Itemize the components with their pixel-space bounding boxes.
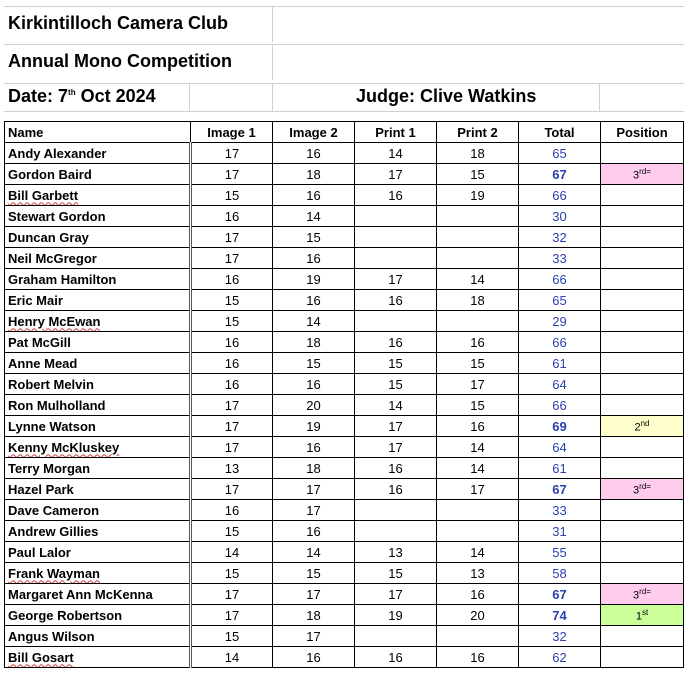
header-competition-row xyxy=(4,44,684,80)
cell-position xyxy=(601,500,684,521)
table-row xyxy=(5,290,684,311)
cell-image2: 16 xyxy=(273,374,355,395)
cell-image1: 17 xyxy=(191,437,273,458)
cell-name xyxy=(5,374,191,395)
cell-total: 29 xyxy=(519,311,601,332)
cell-name xyxy=(5,521,191,542)
cell-image2: 18 xyxy=(273,332,355,353)
cell-print1 xyxy=(355,206,437,227)
cell-image1: 15 xyxy=(191,290,273,311)
cell-print2: 18 xyxy=(437,143,519,164)
header-cell xyxy=(272,45,273,80)
cell-position xyxy=(601,374,684,395)
cell-print1: 14 xyxy=(355,143,437,164)
cell-image2: 17 xyxy=(273,584,355,605)
club-title: Kirkintilloch Camera Club xyxy=(8,13,229,33)
cell-name xyxy=(5,458,191,479)
header-cell xyxy=(272,7,273,42)
cell-print2: 16 xyxy=(437,416,519,437)
cell-position xyxy=(601,437,684,458)
cell-image1: 17 xyxy=(191,584,273,605)
cell-print2: 18 xyxy=(437,290,519,311)
cell-image1: 13 xyxy=(191,458,273,479)
cell-name xyxy=(5,605,191,626)
table-row xyxy=(5,416,684,437)
table-row xyxy=(5,542,684,563)
cell-print2: 14 xyxy=(437,458,519,479)
cell-name xyxy=(5,500,191,521)
cell-image2: 16 xyxy=(273,248,355,269)
competitor-name: George Robertson xyxy=(8,607,123,623)
cell-print2: 17 xyxy=(437,479,519,500)
cell-image1: 17 xyxy=(191,227,273,248)
cell-position xyxy=(601,227,684,248)
column-header-image1: Image 1 xyxy=(191,122,273,143)
competitor-name: Gordon Baird xyxy=(8,166,92,182)
cell-print1: 17 xyxy=(355,416,437,437)
cell-print2 xyxy=(437,500,519,521)
cell-position: $3^{rd=}$ xyxy=(601,164,684,185)
cell-print1: 16 xyxy=(355,185,437,206)
column-header-position: Position xyxy=(601,122,684,143)
cell-position xyxy=(601,458,684,479)
cell-total: 33 xyxy=(519,248,601,269)
cell-image1: 15 xyxy=(191,626,273,647)
table-row xyxy=(5,500,684,521)
header-cell xyxy=(599,84,600,112)
cell-print2: 15 xyxy=(437,353,519,374)
cell-name xyxy=(5,185,191,206)
cell-name xyxy=(5,227,191,248)
cell-print1 xyxy=(355,248,437,269)
table-row xyxy=(5,626,684,647)
table-row xyxy=(5,374,684,395)
competitor-name: Neil McGregor xyxy=(8,250,97,266)
cell-total: 65 xyxy=(519,143,601,164)
table-row xyxy=(5,248,684,269)
cell-total: 67 xyxy=(519,584,601,605)
competitor-name: Terry Morgan xyxy=(8,460,91,476)
cell-print2 xyxy=(437,248,519,269)
table-row xyxy=(5,458,684,479)
cell-image1: 17 xyxy=(191,143,273,164)
cell-position xyxy=(601,626,684,647)
cell-print2 xyxy=(437,626,519,647)
table-row xyxy=(5,269,684,290)
cell-name xyxy=(5,353,191,374)
cell-image1: 16 xyxy=(191,269,273,290)
cell-image2: 15 xyxy=(273,353,355,374)
cell-total: 30 xyxy=(519,206,601,227)
cell-position xyxy=(601,332,684,353)
competition-title: Annual Mono Competition xyxy=(8,51,232,71)
header-divider xyxy=(4,111,684,112)
cell-image1: 15 xyxy=(191,521,273,542)
cell-image2: 14 xyxy=(273,311,355,332)
column-header-print2: Print 2 xyxy=(437,122,519,143)
cell-print1 xyxy=(355,227,437,248)
cell-position xyxy=(601,521,684,542)
cell-print2: 15 xyxy=(437,164,519,185)
cell-image2: 16 xyxy=(273,290,355,311)
cell-total: 33 xyxy=(519,500,601,521)
cell-total: 66 xyxy=(519,332,601,353)
table-row xyxy=(5,353,684,374)
cell-image2: 19 xyxy=(273,269,355,290)
cell-image1: 15 xyxy=(191,563,273,584)
cell-print1: 17 xyxy=(355,584,437,605)
competitor-name: Duncan Gray xyxy=(8,229,89,245)
column-header-print1: Print 1 xyxy=(355,122,437,143)
cell-print1: 17 xyxy=(355,437,437,458)
header-cell xyxy=(189,84,190,112)
cell-total: 66 xyxy=(519,269,601,290)
cell-position xyxy=(601,269,684,290)
cell-print2 xyxy=(437,521,519,542)
cell-print2: 13 xyxy=(437,563,519,584)
cell-total: 69 xyxy=(519,416,601,437)
results-table xyxy=(4,121,684,668)
cell-image2: 18 xyxy=(273,164,355,185)
cell-image2: 15 xyxy=(273,563,355,584)
cell-name xyxy=(5,206,191,227)
cell-name xyxy=(5,290,191,311)
cell-print1: 16 xyxy=(355,479,437,500)
cell-name xyxy=(5,332,191,353)
cell-total: 65 xyxy=(519,290,601,311)
cell-print1: 16 xyxy=(355,458,437,479)
cell-position xyxy=(601,563,684,584)
cell-total: 31 xyxy=(519,521,601,542)
cell-print2: 16 xyxy=(437,584,519,605)
cell-image2: 14 xyxy=(273,206,355,227)
competitor-name: Andy Alexander xyxy=(8,145,107,161)
cell-print1: 15 xyxy=(355,563,437,584)
cell-print2 xyxy=(437,206,519,227)
cell-position xyxy=(601,542,684,563)
cell-name xyxy=(5,164,191,185)
table-row xyxy=(5,584,684,605)
table-row xyxy=(5,395,684,416)
cell-total: 32 xyxy=(519,626,601,647)
column-header-image2: Image 2 xyxy=(273,122,355,143)
competitor-name: Margaret Ann McKenna xyxy=(8,586,153,602)
cell-position: 1st xyxy=(601,605,684,626)
cell-total: 67 xyxy=(519,479,601,500)
table-row xyxy=(5,521,684,542)
cell-total: 61 xyxy=(519,458,601,479)
cell-position xyxy=(601,206,684,227)
cell-image2: 17 xyxy=(273,626,355,647)
cell-image1: 16 xyxy=(191,206,273,227)
header-cell xyxy=(272,84,273,112)
cell-position: 2nd xyxy=(601,416,684,437)
cell-image1: 15 xyxy=(191,311,273,332)
cell-name xyxy=(5,248,191,269)
table-row xyxy=(5,563,684,584)
cell-position xyxy=(601,395,684,416)
cell-image1: 17 xyxy=(191,605,273,626)
cell-print1: 15 xyxy=(355,374,437,395)
competitor-name: Bill Garbett xyxy=(8,187,79,203)
cell-image2: 18 xyxy=(273,458,355,479)
table-row xyxy=(5,227,684,248)
competitor-name: Kenny McKluskey xyxy=(8,439,120,455)
competitor-name: Ron Mulholland xyxy=(8,397,106,413)
column-header-total: Total xyxy=(519,122,601,143)
competitor-name: Anne Mead xyxy=(8,355,78,371)
cell-name xyxy=(5,479,191,500)
cell-total: 32 xyxy=(519,227,601,248)
cell-name xyxy=(5,542,191,563)
cell-position xyxy=(601,311,684,332)
cell-print1: 17 xyxy=(355,269,437,290)
competitor-name: Paul Lalor xyxy=(8,544,71,560)
cell-image2: 17 xyxy=(273,479,355,500)
header-date-row xyxy=(4,83,684,112)
cell-print1: 13 xyxy=(355,542,437,563)
cell-name xyxy=(5,143,191,164)
cell-print1 xyxy=(355,521,437,542)
cell-image2: 15 xyxy=(273,227,355,248)
table-row xyxy=(5,206,684,227)
cell-name xyxy=(5,311,191,332)
cell-image2: 17 xyxy=(273,500,355,521)
cell-total: 64 xyxy=(519,374,601,395)
cell-print1 xyxy=(355,311,437,332)
cell-image1: 16 xyxy=(191,374,273,395)
cell-print2 xyxy=(437,227,519,248)
cell-image2: 18 xyxy=(273,605,355,626)
cell-image2: 16 xyxy=(273,647,355,668)
cell-position xyxy=(601,647,684,668)
cell-print1: 14 xyxy=(355,395,437,416)
table-row xyxy=(5,185,684,206)
competitor-name: Andrew Gillies xyxy=(8,523,99,539)
cell-print2: 14 xyxy=(437,437,519,458)
cell-print2: 14 xyxy=(437,269,519,290)
cell-name xyxy=(5,416,191,437)
judge-label: Judge: Clive Watkins xyxy=(356,86,537,106)
cell-print1 xyxy=(355,626,437,647)
cell-total: 67 xyxy=(519,164,601,185)
table-row xyxy=(5,437,684,458)
cell-print2: 20 xyxy=(437,605,519,626)
competitor-name: Eric Mair xyxy=(8,292,63,308)
cell-total: 61 xyxy=(519,353,601,374)
cell-name xyxy=(5,395,191,416)
competitor-name: Lynne Watson xyxy=(8,418,96,434)
cell-print2: 15 xyxy=(437,395,519,416)
cell-print2 xyxy=(437,311,519,332)
cell-image2: 16 xyxy=(273,185,355,206)
table-row xyxy=(5,311,684,332)
cell-print1: 19 xyxy=(355,605,437,626)
table-row xyxy=(5,647,684,668)
cell-image2: 14 xyxy=(273,542,355,563)
cell-image2: 16 xyxy=(273,521,355,542)
cell-print2: 19 xyxy=(437,185,519,206)
cell-print2: 16 xyxy=(437,332,519,353)
cell-image2: 16 xyxy=(273,143,355,164)
cell-print2: 14 xyxy=(437,542,519,563)
table-row xyxy=(5,164,684,185)
competitor-name: Henry McEwan xyxy=(8,313,101,329)
table-row xyxy=(5,143,684,164)
cell-name xyxy=(5,437,191,458)
cell-image1: 17 xyxy=(191,248,273,269)
cell-name xyxy=(5,626,191,647)
cell-image1: 17 xyxy=(191,164,273,185)
cell-name xyxy=(5,563,191,584)
cell-name xyxy=(5,647,191,668)
cell-image1: 17 xyxy=(191,416,273,437)
cell-total: 58 xyxy=(519,563,601,584)
cell-total: 66 xyxy=(519,185,601,206)
cell-image1: 17 xyxy=(191,395,273,416)
cell-image2: 20 xyxy=(273,395,355,416)
competitor-name: Hazel Park xyxy=(8,481,74,497)
cell-position xyxy=(601,290,684,311)
cell-image1: 16 xyxy=(191,500,273,521)
cell-image2: 16 xyxy=(273,437,355,458)
column-header-name: Name xyxy=(5,122,191,143)
cell-print1: 16 xyxy=(355,290,437,311)
cell-total: 66 xyxy=(519,395,601,416)
competitor-name: Dave Cameron xyxy=(8,502,100,518)
table-row xyxy=(5,332,684,353)
cell-position xyxy=(601,353,684,374)
table-row xyxy=(5,479,684,500)
cell-position xyxy=(601,143,684,164)
cell-print1 xyxy=(355,500,437,521)
cell-print2: 17 xyxy=(437,374,519,395)
cell-image1: 14 xyxy=(191,542,273,563)
cell-position: $3^{rd=}$ xyxy=(601,584,684,605)
competitor-name: Angus Wilson xyxy=(8,628,95,644)
cell-total: 64 xyxy=(519,437,601,458)
cell-image1: 16 xyxy=(191,353,273,374)
table-row xyxy=(5,605,684,626)
table-header-row xyxy=(5,122,684,143)
competitor-name: Robert Melvin xyxy=(8,376,94,392)
cell-image1: 17 xyxy=(191,479,273,500)
cell-position xyxy=(601,185,684,206)
cell-total: 74 xyxy=(519,605,601,626)
competitor-name: Frank Wayman xyxy=(8,565,100,581)
cell-position xyxy=(601,248,684,269)
cell-name xyxy=(5,269,191,290)
cell-name xyxy=(5,584,191,605)
cell-position: $3^{rd=}$ xyxy=(601,479,684,500)
cell-print1: 16 xyxy=(355,647,437,668)
header-club-row xyxy=(4,6,684,42)
cell-total: 55 xyxy=(519,542,601,563)
cell-print1: 15 xyxy=(355,353,437,374)
cell-image1: 16 xyxy=(191,332,273,353)
competitor-name: Stewart Gordon xyxy=(8,208,106,224)
cell-print1: 16 xyxy=(355,332,437,353)
cell-total: 62 xyxy=(519,647,601,668)
cell-print1: 17 xyxy=(355,164,437,185)
cell-image2: 19 xyxy=(273,416,355,437)
competitor-name: Graham Hamilton xyxy=(8,271,117,287)
competitor-name: Pat McGill xyxy=(8,334,71,350)
cell-image1: 15 xyxy=(191,185,273,206)
cell-print2: 16 xyxy=(437,647,519,668)
date-label: Date: 7th Oct 2024 xyxy=(8,86,156,106)
competitor-name: Bill Gosart xyxy=(8,649,74,665)
cell-image1: 14 xyxy=(191,647,273,668)
